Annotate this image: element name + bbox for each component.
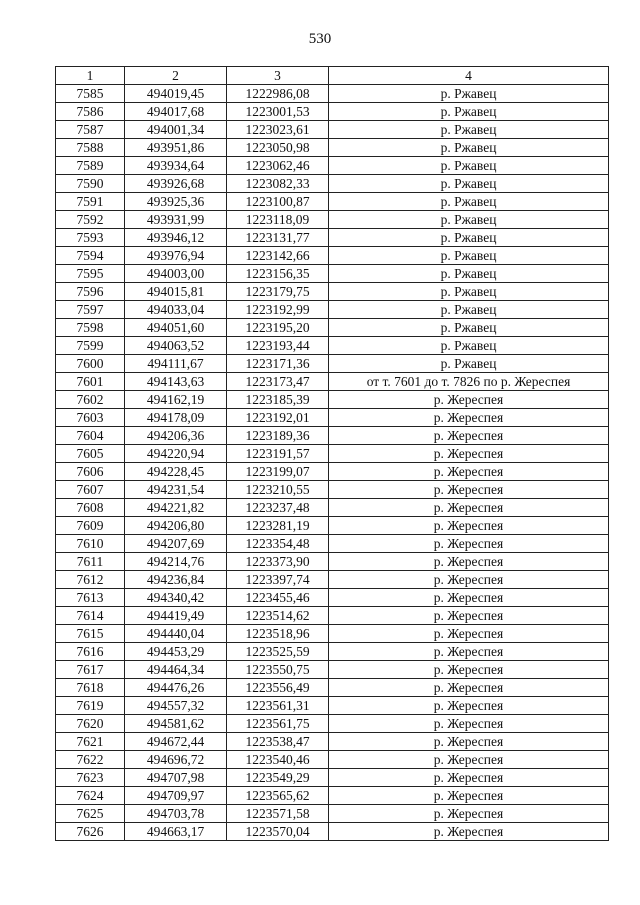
description-cell: р. Жереспея [329, 697, 609, 715]
table-row [56, 679, 609, 697]
y-coordinate-cell: 1223373,90 [227, 553, 329, 571]
point-number-cell: 7587 [56, 121, 125, 139]
table-row [56, 535, 609, 553]
x-coordinate-cell: 493926,68 [125, 175, 227, 193]
table-row [56, 697, 609, 715]
y-coordinate-cell: 1223556,49 [227, 679, 329, 697]
point-number-cell: 7588 [56, 139, 125, 157]
description-cell: р. Ржавец [329, 175, 609, 193]
description-cell: р. Ржавец [329, 319, 609, 337]
point-number-cell: 7625 [56, 805, 125, 823]
description-cell: р. Ржавец [329, 121, 609, 139]
description-cell: р. Ржавец [329, 247, 609, 265]
table-row [56, 355, 609, 373]
y-coordinate-cell: 1223142,66 [227, 247, 329, 265]
table-row [56, 175, 609, 193]
description-cell: р. Жереспея [329, 751, 609, 769]
point-number-cell: 7616 [56, 643, 125, 661]
table-row [56, 391, 609, 409]
description-cell: р. Жереспея [329, 427, 609, 445]
x-coordinate-cell: 494220,94 [125, 445, 227, 463]
y-coordinate-cell: 1223550,75 [227, 661, 329, 679]
description-cell: р. Жереспея [329, 553, 609, 571]
description-cell: р. Жереспея [329, 679, 609, 697]
point-number-cell: 7615 [56, 625, 125, 643]
y-coordinate-cell: 1223062,46 [227, 157, 329, 175]
table-row [56, 445, 609, 463]
table-row [56, 301, 609, 319]
point-number-cell: 7592 [56, 211, 125, 229]
y-coordinate-cell: 1223050,98 [227, 139, 329, 157]
x-coordinate-cell: 494228,45 [125, 463, 227, 481]
point-number-cell: 7611 [56, 553, 125, 571]
column-header-1: 1 [56, 67, 125, 85]
table-row [56, 643, 609, 661]
point-number-cell: 7602 [56, 391, 125, 409]
point-number-cell: 7622 [56, 751, 125, 769]
table-row [56, 733, 609, 751]
table-row [56, 85, 609, 103]
point-number-cell: 7608 [56, 499, 125, 517]
description-cell: р. Жереспея [329, 589, 609, 607]
y-coordinate-cell: 1223192,01 [227, 409, 329, 427]
description-cell: р. Жереспея [329, 607, 609, 625]
x-coordinate-cell: 494221,82 [125, 499, 227, 517]
x-coordinate-cell: 494033,04 [125, 301, 227, 319]
x-coordinate-cell: 493951,86 [125, 139, 227, 157]
table-row [56, 121, 609, 139]
x-coordinate-cell: 494581,62 [125, 715, 227, 733]
table-row [56, 571, 609, 589]
y-coordinate-cell: 1223191,57 [227, 445, 329, 463]
y-coordinate-cell: 1223118,09 [227, 211, 329, 229]
description-cell: р. Жереспея [329, 823, 609, 841]
x-coordinate-cell: 494214,76 [125, 553, 227, 571]
y-coordinate-cell: 1223199,07 [227, 463, 329, 481]
y-coordinate-cell: 1223540,46 [227, 751, 329, 769]
description-cell: р. Ржавец [329, 265, 609, 283]
x-coordinate-cell: 493925,36 [125, 193, 227, 211]
x-coordinate-cell: 494703,78 [125, 805, 227, 823]
point-number-cell: 7626 [56, 823, 125, 841]
y-coordinate-cell: 1223179,75 [227, 283, 329, 301]
table-row [56, 103, 609, 121]
y-coordinate-cell: 1223281,19 [227, 517, 329, 535]
point-number-cell: 7600 [56, 355, 125, 373]
x-coordinate-cell: 493946,12 [125, 229, 227, 247]
page-number: 530 [308, 31, 332, 47]
description-cell: р. Жереспея [329, 643, 609, 661]
y-coordinate-cell: 1223561,31 [227, 697, 329, 715]
point-number-cell: 7607 [56, 481, 125, 499]
x-coordinate-cell: 494206,36 [125, 427, 227, 445]
description-cell: р. Ржавец [329, 103, 609, 121]
point-number-cell: 7613 [56, 589, 125, 607]
x-coordinate-cell: 494231,54 [125, 481, 227, 499]
x-coordinate-cell: 494178,09 [125, 409, 227, 427]
y-coordinate-cell: 1223570,04 [227, 823, 329, 841]
point-number-cell: 7586 [56, 103, 125, 121]
y-coordinate-cell: 1223173,47 [227, 373, 329, 391]
point-number-cell: 7604 [56, 427, 125, 445]
description-cell: р. Жереспея [329, 787, 609, 805]
y-coordinate-cell: 1223561,75 [227, 715, 329, 733]
table-row [56, 283, 609, 301]
y-coordinate-cell: 1223571,58 [227, 805, 329, 823]
x-coordinate-cell: 494464,34 [125, 661, 227, 679]
point-number-cell: 7623 [56, 769, 125, 787]
x-coordinate-cell: 494003,00 [125, 265, 227, 283]
description-cell: р. Ржавец [329, 355, 609, 373]
y-coordinate-cell: 1223565,62 [227, 787, 329, 805]
table-row [56, 139, 609, 157]
point-number-cell: 7610 [56, 535, 125, 553]
point-number-cell: 7591 [56, 193, 125, 211]
description-cell: р. Жереспея [329, 409, 609, 427]
table-row [56, 337, 609, 355]
point-number-cell: 7620 [56, 715, 125, 733]
y-coordinate-cell: 1223082,33 [227, 175, 329, 193]
description-cell: р. Ржавец [329, 85, 609, 103]
table-row [56, 427, 609, 445]
point-number-cell: 7624 [56, 787, 125, 805]
coordinates-table [55, 66, 609, 841]
description-cell: р. Жереспея [329, 571, 609, 589]
point-number-cell: 7585 [56, 85, 125, 103]
x-coordinate-cell: 494707,98 [125, 769, 227, 787]
table-row [56, 481, 609, 499]
x-coordinate-cell: 494672,44 [125, 733, 227, 751]
x-coordinate-cell: 494206,80 [125, 517, 227, 535]
x-coordinate-cell: 493931,99 [125, 211, 227, 229]
table-row [56, 805, 609, 823]
table-row [56, 229, 609, 247]
point-number-cell: 7612 [56, 571, 125, 589]
x-coordinate-cell: 494017,68 [125, 103, 227, 121]
y-coordinate-cell: 1223549,29 [227, 769, 329, 787]
description-cell: р. Жереспея [329, 445, 609, 463]
x-coordinate-cell: 494440,04 [125, 625, 227, 643]
point-number-cell: 7605 [56, 445, 125, 463]
table-row [56, 607, 609, 625]
point-number-cell: 7614 [56, 607, 125, 625]
table-row [56, 247, 609, 265]
y-coordinate-cell: 1223518,96 [227, 625, 329, 643]
description-cell: р. Жереспея [329, 715, 609, 733]
point-number-cell: 7601 [56, 373, 125, 391]
x-coordinate-cell: 494001,34 [125, 121, 227, 139]
table-body [56, 85, 609, 841]
description-cell: р. Жереспея [329, 805, 609, 823]
description-cell: р. Жереспея [329, 625, 609, 643]
y-coordinate-cell: 1223185,39 [227, 391, 329, 409]
point-number-cell: 7594 [56, 247, 125, 265]
table-row [56, 211, 609, 229]
description-cell: р. Жереспея [329, 769, 609, 787]
description-cell: р. Ржавец [329, 301, 609, 319]
x-coordinate-cell: 494015,81 [125, 283, 227, 301]
description-cell: р. Жереспея [329, 499, 609, 517]
description-cell: р. Ржавец [329, 283, 609, 301]
y-coordinate-cell: 1223538,47 [227, 733, 329, 751]
description-cell: р. Ржавец [329, 337, 609, 355]
table-row [56, 715, 609, 733]
point-number-cell: 7617 [56, 661, 125, 679]
table-row [56, 625, 609, 643]
point-number-cell: 7595 [56, 265, 125, 283]
point-number-cell: 7593 [56, 229, 125, 247]
x-coordinate-cell: 494207,69 [125, 535, 227, 553]
x-coordinate-cell: 494019,45 [125, 85, 227, 103]
x-coordinate-cell: 494419,49 [125, 607, 227, 625]
y-coordinate-cell: 1223023,61 [227, 121, 329, 139]
point-number-cell: 7618 [56, 679, 125, 697]
y-coordinate-cell: 1223354,48 [227, 535, 329, 553]
table-row [56, 157, 609, 175]
description-cell: р. Жереспея [329, 535, 609, 553]
x-coordinate-cell: 493976,94 [125, 247, 227, 265]
y-coordinate-cell: 1223514,62 [227, 607, 329, 625]
y-coordinate-cell: 1223100,87 [227, 193, 329, 211]
point-number-cell: 7609 [56, 517, 125, 535]
x-coordinate-cell: 494063,52 [125, 337, 227, 355]
table-row [56, 265, 609, 283]
column-header-4: 4 [329, 67, 609, 85]
table-row [56, 823, 609, 841]
table-row [56, 553, 609, 571]
description-cell: р. Жереспея [329, 463, 609, 481]
table-row [56, 193, 609, 211]
point-number-cell: 7621 [56, 733, 125, 751]
point-number-cell: 7599 [56, 337, 125, 355]
x-coordinate-cell: 494696,72 [125, 751, 227, 769]
x-coordinate-cell: 493934,64 [125, 157, 227, 175]
table-row [56, 409, 609, 427]
y-coordinate-cell: 1223525,59 [227, 643, 329, 661]
y-coordinate-cell: 1223156,35 [227, 265, 329, 283]
description-cell: р. Ржавец [329, 139, 609, 157]
y-coordinate-cell: 1223195,20 [227, 319, 329, 337]
x-coordinate-cell: 494236,84 [125, 571, 227, 589]
description-cell: р. Жереспея [329, 517, 609, 535]
y-coordinate-cell: 1223193,44 [227, 337, 329, 355]
point-number-cell: 7598 [56, 319, 125, 337]
description-cell: р. Жереспея [329, 481, 609, 499]
x-coordinate-cell: 494051,60 [125, 319, 227, 337]
point-number-cell: 7590 [56, 175, 125, 193]
description-cell: р. Жереспея [329, 733, 609, 751]
x-coordinate-cell: 494162,19 [125, 391, 227, 409]
x-coordinate-cell: 494557,32 [125, 697, 227, 715]
y-coordinate-cell: 1223237,48 [227, 499, 329, 517]
table-row [56, 517, 609, 535]
table-row [56, 499, 609, 517]
table-header-row [56, 67, 609, 85]
y-coordinate-cell: 1223001,53 [227, 103, 329, 121]
description-cell: р. Ржавец [329, 229, 609, 247]
table-row [56, 787, 609, 805]
y-coordinate-cell: 1223397,74 [227, 571, 329, 589]
x-coordinate-cell: 494709,97 [125, 787, 227, 805]
point-number-cell: 7589 [56, 157, 125, 175]
point-number-cell: 7603 [56, 409, 125, 427]
table-row [56, 769, 609, 787]
x-coordinate-cell: 494476,26 [125, 679, 227, 697]
y-coordinate-cell: 1223455,46 [227, 589, 329, 607]
point-number-cell: 7606 [56, 463, 125, 481]
description-cell: р. Ржавец [329, 157, 609, 175]
y-coordinate-cell: 1223189,36 [227, 427, 329, 445]
description-cell: р. Жереспея [329, 661, 609, 679]
description-cell: от т. 7601 до т. 7826 по р. Жереспея [329, 373, 609, 391]
description-cell: р. Ржавец [329, 211, 609, 229]
x-coordinate-cell: 494111,67 [125, 355, 227, 373]
y-coordinate-cell: 1223131,77 [227, 229, 329, 247]
table-row [56, 373, 609, 391]
table-row [56, 463, 609, 481]
table-row [56, 319, 609, 337]
table-row [56, 589, 609, 607]
x-coordinate-cell: 494143,63 [125, 373, 227, 391]
table-row [56, 751, 609, 769]
y-coordinate-cell: 1223171,36 [227, 355, 329, 373]
point-number-cell: 7596 [56, 283, 125, 301]
point-number-cell: 7597 [56, 301, 125, 319]
x-coordinate-cell: 494340,42 [125, 589, 227, 607]
table-row [56, 661, 609, 679]
column-header-3: 3 [227, 67, 329, 85]
x-coordinate-cell: 494663,17 [125, 823, 227, 841]
x-coordinate-cell: 494453,29 [125, 643, 227, 661]
y-coordinate-cell: 1223210,55 [227, 481, 329, 499]
description-cell: р. Ржавец [329, 193, 609, 211]
column-header-2: 2 [125, 67, 227, 85]
y-coordinate-cell: 1222986,08 [227, 85, 329, 103]
point-number-cell: 7619 [56, 697, 125, 715]
y-coordinate-cell: 1223192,99 [227, 301, 329, 319]
description-cell: р. Жереспея [329, 391, 609, 409]
